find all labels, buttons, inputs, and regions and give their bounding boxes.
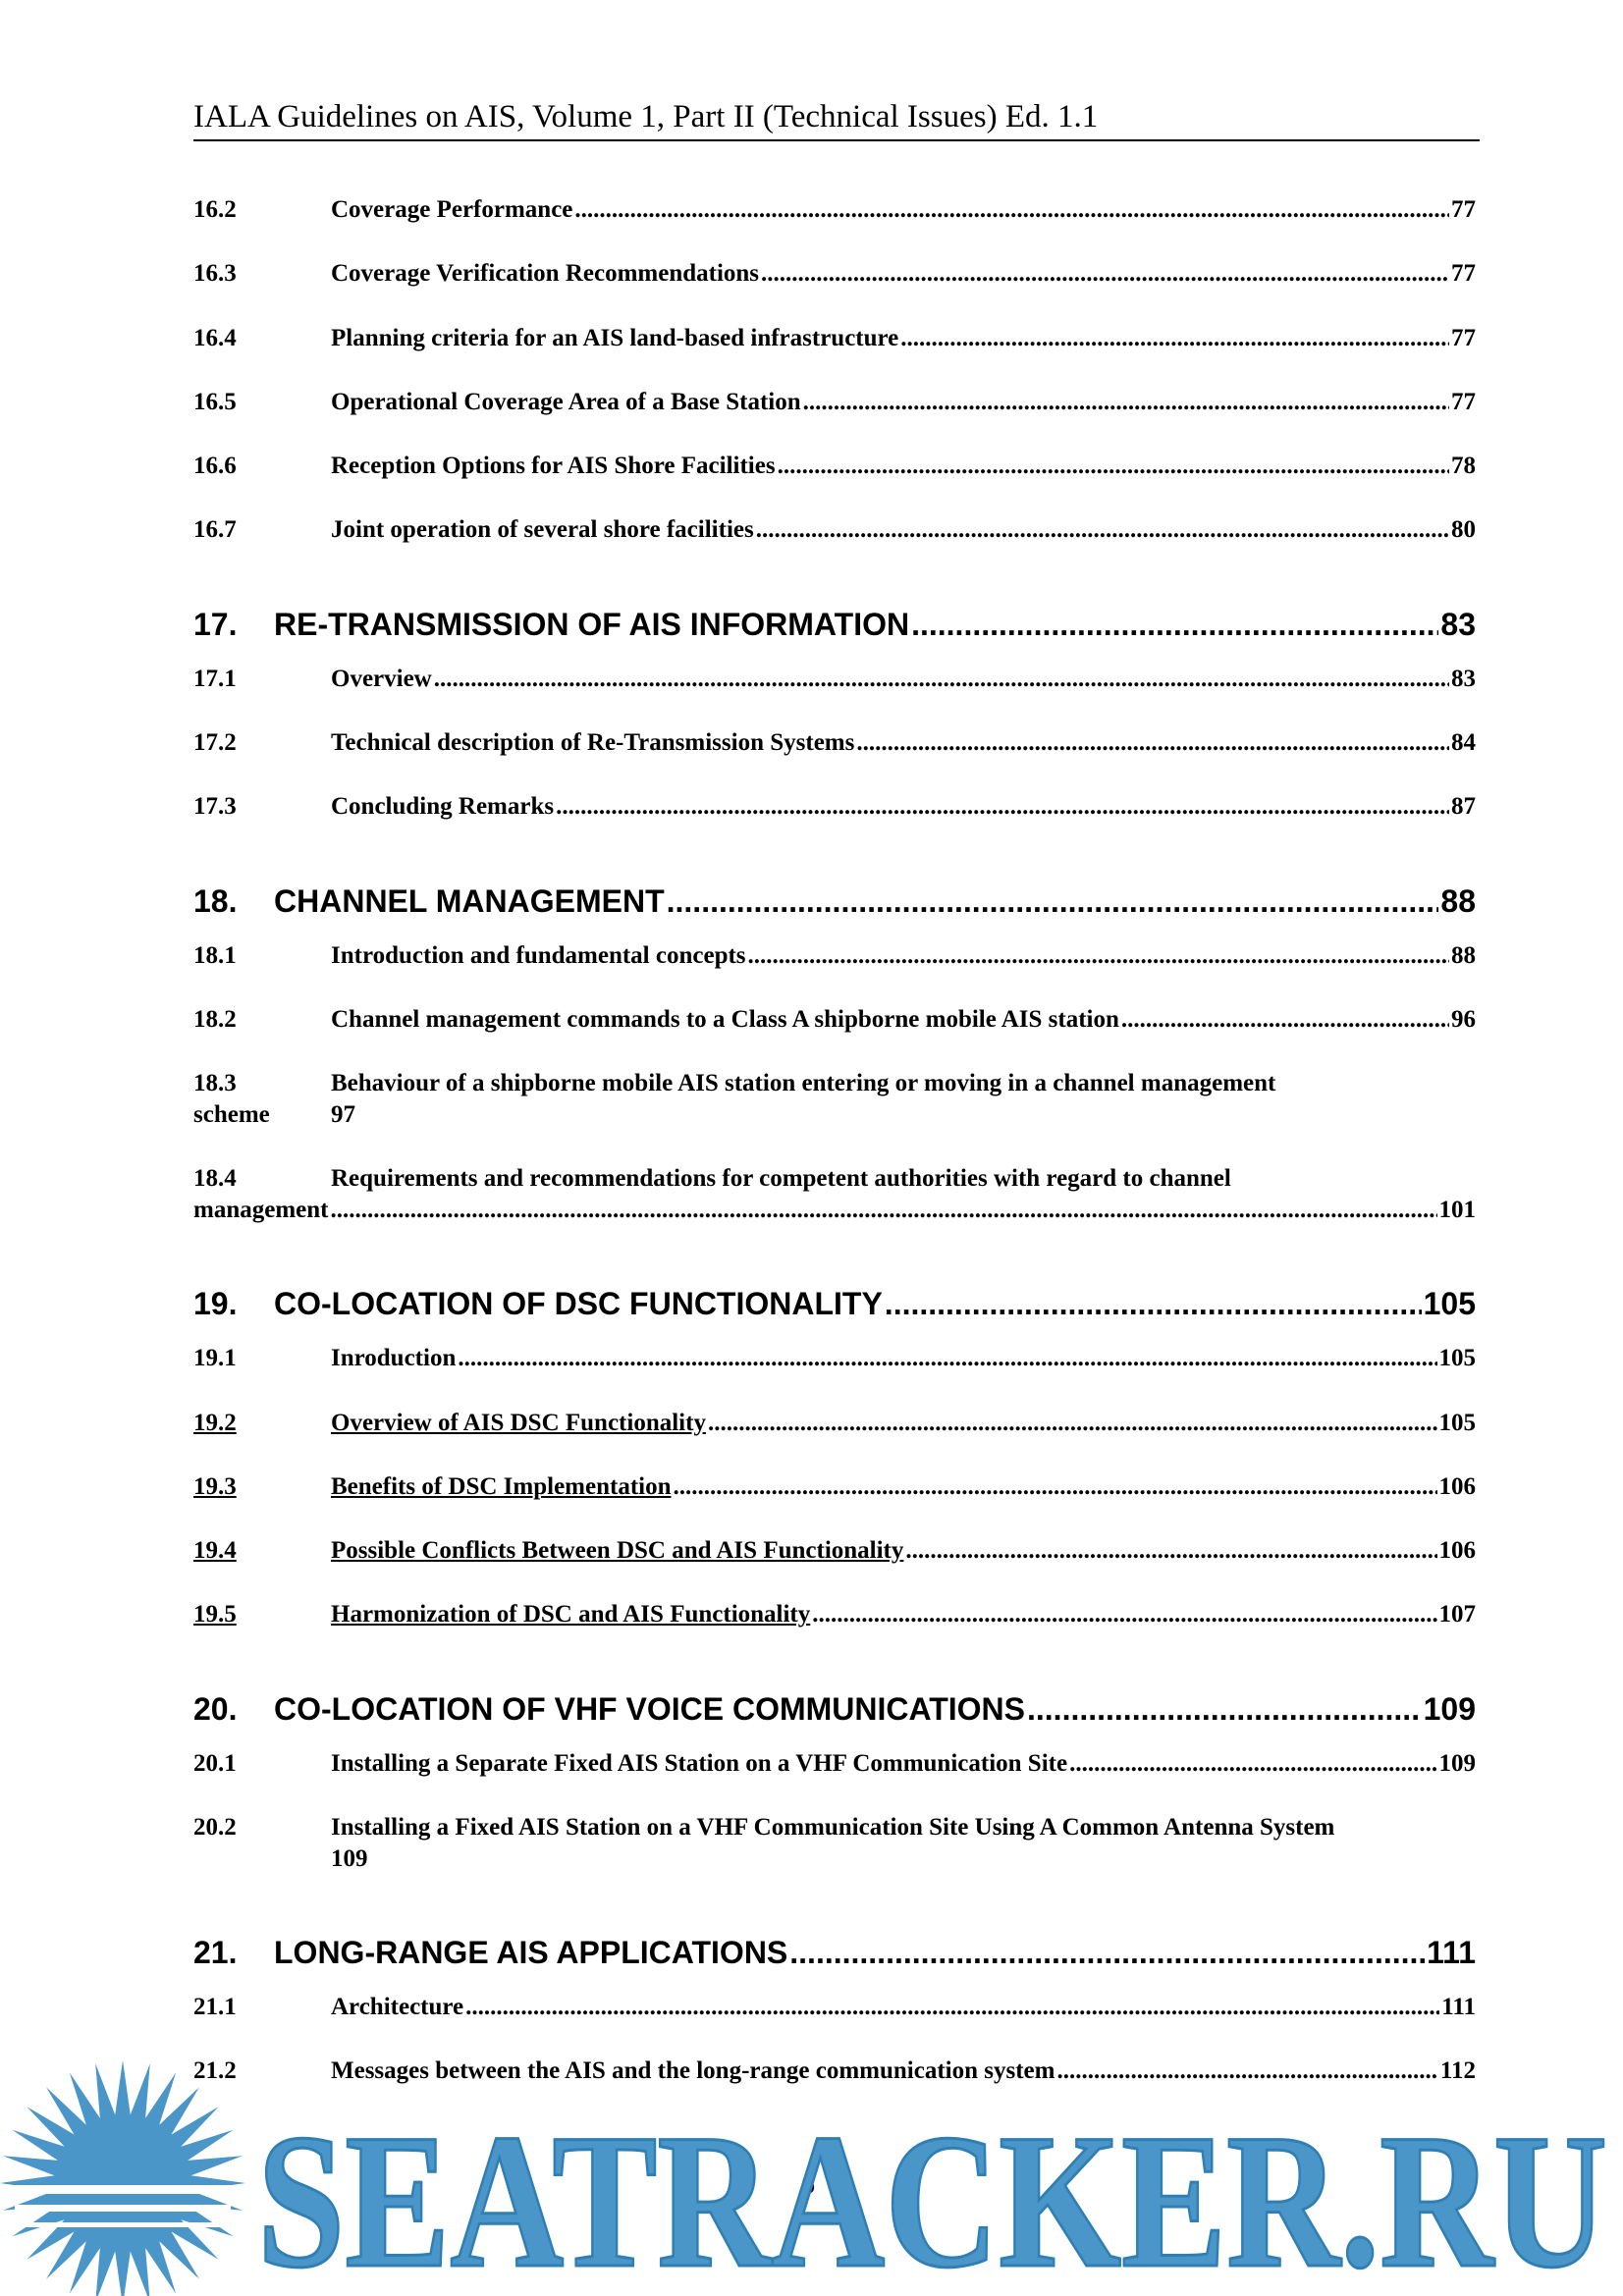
dot-leader <box>778 453 1449 480</box>
seatracker-watermark <box>0 2052 1623 2296</box>
toc-section-entry[interactable] <box>193 503 1476 566</box>
dot-leader <box>1069 1750 1436 1778</box>
dot-leader <box>761 260 1449 288</box>
dot-leader <box>674 1473 1437 1501</box>
toc-entry-title[interactable]: CHANNEL MANAGEMENT <box>274 882 665 919</box>
toc-entry-number: 19.3 <box>193 1472 237 1500</box>
toc-section-entry[interactable] <box>193 1587 1476 1651</box>
toc-section-entry[interactable] <box>193 1736 1476 1800</box>
toc-entry-number: 18.1 <box>193 941 237 969</box>
toc-entry-title[interactable]: Introduction and fundamental concepts <box>331 941 746 969</box>
toc-entry-page: 101 <box>1438 1197 1476 1224</box>
toc-entry-page: 109 <box>331 1845 368 1873</box>
toc-entry-title[interactable]: Overview <box>331 665 432 692</box>
toc-entry-title[interactable]: Planning criteria for an AIS land-based infrastructure <box>331 324 899 351</box>
dot-leader <box>1027 1691 1422 1728</box>
toc-section-entry[interactable] <box>193 1396 1476 1460</box>
toc-entry-title[interactable]: Overview of AIS DSC Functionality <box>331 1409 706 1436</box>
dot-leader <box>812 1601 1436 1629</box>
toc-entry-title-continuation[interactable]: management <box>193 1197 329 1224</box>
toc-entry-title[interactable]: Installing a Fixed AIS Station on a VHF Communication Site Using A Common Antenna System <box>331 1814 1335 1842</box>
toc-chapter-entry[interactable] <box>193 1896 1476 1980</box>
toc-entry-number: 16.4 <box>193 324 237 351</box>
toc-entry-page: 77 <box>1451 196 1476 223</box>
dot-leader <box>905 1537 1436 1565</box>
toc-entry-title[interactable]: Joint operation of several shore facilities <box>331 516 754 544</box>
toc-section-entry[interactable] <box>193 929 1476 992</box>
toc-entry-page: 77 <box>1451 324 1476 351</box>
toc-entry-title-continuation[interactable]: scheme <box>193 1101 270 1129</box>
toc-chapter-entry[interactable] <box>193 567 1476 652</box>
toc-chapter-entry[interactable] <box>193 844 1476 929</box>
toc-entry-page: 83 <box>1440 606 1476 642</box>
dot-leader <box>667 883 1439 920</box>
dot-leader <box>458 1345 1436 1372</box>
toc-section-entry[interactable] <box>193 1056 1476 1151</box>
toc-entry-number: 17.3 <box>193 793 237 821</box>
toc-entry-number: 19.4 <box>193 1537 237 1565</box>
toc-entry-page: 111 <box>1441 1994 1476 2021</box>
toc-entry-page: 88 <box>1451 941 1476 969</box>
toc-entry-page: 106 <box>1438 1472 1476 1500</box>
toc-entry-number: 16.5 <box>193 388 237 415</box>
table-of-contents <box>193 183 1476 2109</box>
toc-entry-page: 83 <box>1451 665 1476 692</box>
toc-entry-number: 19.1 <box>193 1345 237 1372</box>
toc-entry-page: 88 <box>1440 882 1476 919</box>
dot-leader <box>856 729 1449 757</box>
toc-entry-page: 96 <box>1451 1005 1476 1033</box>
toc-entry-title[interactable]: Coverage Performance <box>331 196 573 223</box>
toc-entry-title[interactable]: Reception Options for AIS Shore Facilities <box>331 453 776 480</box>
toc-section-entry[interactable] <box>193 1151 1476 1247</box>
dot-leader <box>803 389 1449 416</box>
dot-leader <box>708 1410 1437 1437</box>
toc-entry-title[interactable]: Channel management commands to a Class A shipborne mobile AIS station <box>331 1005 1119 1033</box>
toc-section-entry[interactable] <box>193 1523 1476 1587</box>
toc-entry-number: 21.1 <box>193 1994 237 2021</box>
toc-entry-title[interactable]: CO-LOCATION OF DSC FUNCTIONALITY <box>274 1286 883 1322</box>
toc-entry-title[interactable]: Requirements and recommendations for competent authorities with regard to channel <box>331 1165 1231 1193</box>
dot-leader <box>556 793 1449 821</box>
toc-chapter-entry[interactable] <box>193 1247 1476 1331</box>
toc-entry-title[interactable]: Messages between the AIS and the long-range communication system <box>331 2057 1055 2085</box>
toc-entry-page: 77 <box>1451 388 1476 415</box>
dot-leader <box>756 516 1449 544</box>
dot-leader <box>465 1994 1439 2021</box>
toc-entry-title[interactable]: Installing a Separate Fixed AIS Station on a VHF Communication Site <box>331 1749 1068 1777</box>
toc-entry-number: 20.2 <box>193 1814 237 1842</box>
toc-entry-title[interactable]: Coverage Verification Recommendations <box>331 260 760 288</box>
dot-leader <box>330 1197 1436 1224</box>
dot-leader <box>434 666 1449 693</box>
toc-entry-number: 18.3 <box>193 1070 237 1097</box>
toc-section-entry[interactable] <box>193 716 1476 779</box>
toc-section-entry[interactable] <box>193 246 1476 310</box>
toc-section-entry[interactable] <box>193 779 1476 843</box>
toc-entry-title[interactable]: Benefits of DSC Implementation <box>331 1472 672 1500</box>
toc-entry-number: 16.7 <box>193 516 237 544</box>
toc-entry-page: 105 <box>1438 1345 1476 1372</box>
toc-entry-page: 105 <box>1423 1286 1476 1322</box>
toc-entry-number: 18.2 <box>193 1005 237 1033</box>
dot-leader <box>574 196 1449 224</box>
toc-entry-title[interactable]: Technical description of Re-Transmission Systems <box>331 729 855 757</box>
toc-entry-number: 19.2 <box>193 1409 237 1436</box>
toc-section-entry[interactable] <box>193 311 1476 375</box>
toc-entry-number: 21. <box>193 1935 238 1971</box>
toc-entry-page: 84 <box>1451 729 1476 757</box>
toc-entry-page: 107 <box>1438 1601 1476 1629</box>
toc-section-entry[interactable] <box>193 375 1476 439</box>
toc-section-entry[interactable] <box>193 652 1476 716</box>
dot-leader <box>900 325 1449 352</box>
toc-entry-page: 77 <box>1451 260 1476 288</box>
toc-entry-number: 20.1 <box>193 1749 237 1777</box>
toc-entry-page: 87 <box>1451 793 1476 821</box>
toc-section-entry[interactable] <box>193 183 1476 246</box>
toc-entry-title[interactable]: LONG-RANGE AIS APPLICATIONS <box>274 1935 788 1971</box>
running-header: IALA Guidelines on AIS, Volume 1, Part II (Technical Issues) Ed. 1.1 <box>193 94 1480 141</box>
toc-entry-number: 18. <box>193 882 238 919</box>
toc-section-entry[interactable] <box>193 992 1476 1056</box>
toc-entry-number: 18.4 <box>193 1165 237 1193</box>
toc-entry-number: 21.2 <box>193 2057 237 2085</box>
toc-entry-number: 20. <box>193 1690 238 1727</box>
toc-entry-page: 106 <box>1438 1537 1476 1565</box>
toc-section-entry[interactable] <box>193 1800 1476 1896</box>
toc-entry-title[interactable]: Operational Coverage Area of a Base Station <box>331 388 801 415</box>
toc-chapter-entry[interactable] <box>193 1652 1476 1736</box>
watermark-text: SEATRACKER.RU <box>257 2095 1607 2296</box>
toc-section-entry[interactable] <box>193 1331 1476 1395</box>
toc-entry-page: 97 <box>331 1101 355 1129</box>
toc-entry-page: 80 <box>1451 516 1476 544</box>
toc-entry-title[interactable]: Concluding Remarks <box>331 793 555 821</box>
toc-entry-number: 19. <box>193 1286 238 1322</box>
toc-entry-number: 17. <box>193 606 238 642</box>
toc-section-entry[interactable] <box>193 1460 1476 1523</box>
toc-entry-number: 17.1 <box>193 665 237 692</box>
toc-entry-page: 109 <box>1423 1690 1476 1727</box>
toc-entry-title[interactable]: Behaviour of a shipborne mobile AIS station entering or moving in a channel management <box>331 1070 1276 1097</box>
toc-entry-number: 17.2 <box>193 729 237 757</box>
toc-entry-number: 16.3 <box>193 260 237 288</box>
dot-leader <box>789 1935 1425 1971</box>
toc-entry-title[interactable]: CO-LOCATION OF VHF VOICE COMMUNICATIONS <box>274 1690 1025 1727</box>
toc-entry-number: 16.2 <box>193 196 237 223</box>
dot-leader <box>748 942 1449 970</box>
toc-entry-page: 78 <box>1451 453 1476 480</box>
toc-entry-page: 109 <box>1438 1749 1476 1777</box>
toc-entry-title[interactable]: Harmonization of DSC and AIS Functionality <box>331 1601 811 1629</box>
toc-section-entry[interactable] <box>193 439 1476 503</box>
toc-entry-title[interactable]: Architecture <box>331 1994 464 2021</box>
toc-entry-page: 112 <box>1439 2057 1476 2085</box>
toc-entry-number: 16.6 <box>193 453 237 480</box>
page-number: 6 <box>801 2169 815 2200</box>
toc-entry-title[interactable]: Possible Conflicts Between DSC and AIS Functionality <box>331 1537 904 1565</box>
toc-entry-number: 19.5 <box>193 1601 237 1629</box>
toc-entry-page: 105 <box>1438 1409 1476 1436</box>
sun-logo-icon <box>0 2060 245 2296</box>
toc-entry-title[interactable]: RE-TRANSMISSION OF AIS INFORMATION <box>274 606 910 642</box>
toc-entry-title[interactable]: Inroduction <box>331 1345 457 1372</box>
dot-leader <box>1121 1006 1449 1034</box>
dot-leader <box>911 607 1438 643</box>
toc-entry-page: 111 <box>1427 1935 1476 1971</box>
dot-leader <box>885 1286 1422 1322</box>
toc-section-entry[interactable] <box>193 1980 1476 2044</box>
